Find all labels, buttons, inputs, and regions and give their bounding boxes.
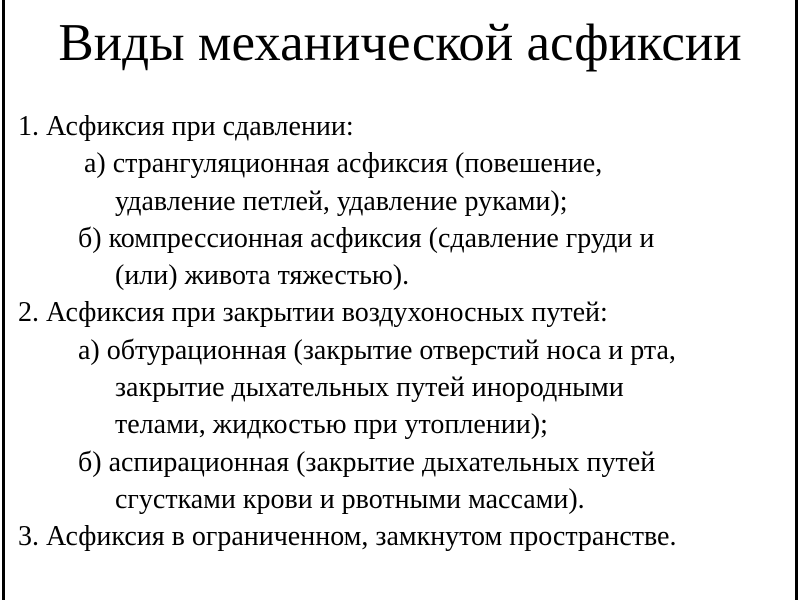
list-item-2b-line1: б) аспирационная (закрытие дыхательных путей: [78, 446, 656, 478]
asphyxia-types-list: [18, 108, 788, 556]
frame-border-right: [795, 0, 798, 600]
slide-title: Виды механической асфиксии: [58, 14, 742, 72]
frame-border-left: [2, 0, 5, 600]
list-item-1-heading: 1. Асфиксия при сдавлении:: [18, 111, 354, 142]
list-item-2a-line1: а) обтурационная (закрытие отверстий носа и рта,: [78, 334, 676, 366]
list-item-1b-line1: б) компрессионная асфиксия (сдавление груди и: [78, 222, 655, 254]
list-item-2a-line2: закрытие дыхательных путей инородными: [115, 372, 624, 404]
list-item-2b-line2: сгустками крови и рвотными массами).: [115, 483, 585, 515]
list-item-1a-line2: удавление петлей, удавление руками);: [115, 185, 568, 217]
list-item-1b-line2: (или) живота тяжестью).: [115, 260, 410, 292]
list-item-2-heading: 2. Асфиксия при закрытии воздухоносных путей:: [18, 297, 608, 329]
list-item-1a-line1: а) странгуляционная асфиксия (повешение,: [84, 148, 603, 180]
list-item-3-heading: 3. Асфиксия в ограниченном, замкнутом пространстве.: [18, 521, 677, 553]
list-item-2a-line3: телами, жидкостью при утоплении);: [115, 409, 548, 441]
